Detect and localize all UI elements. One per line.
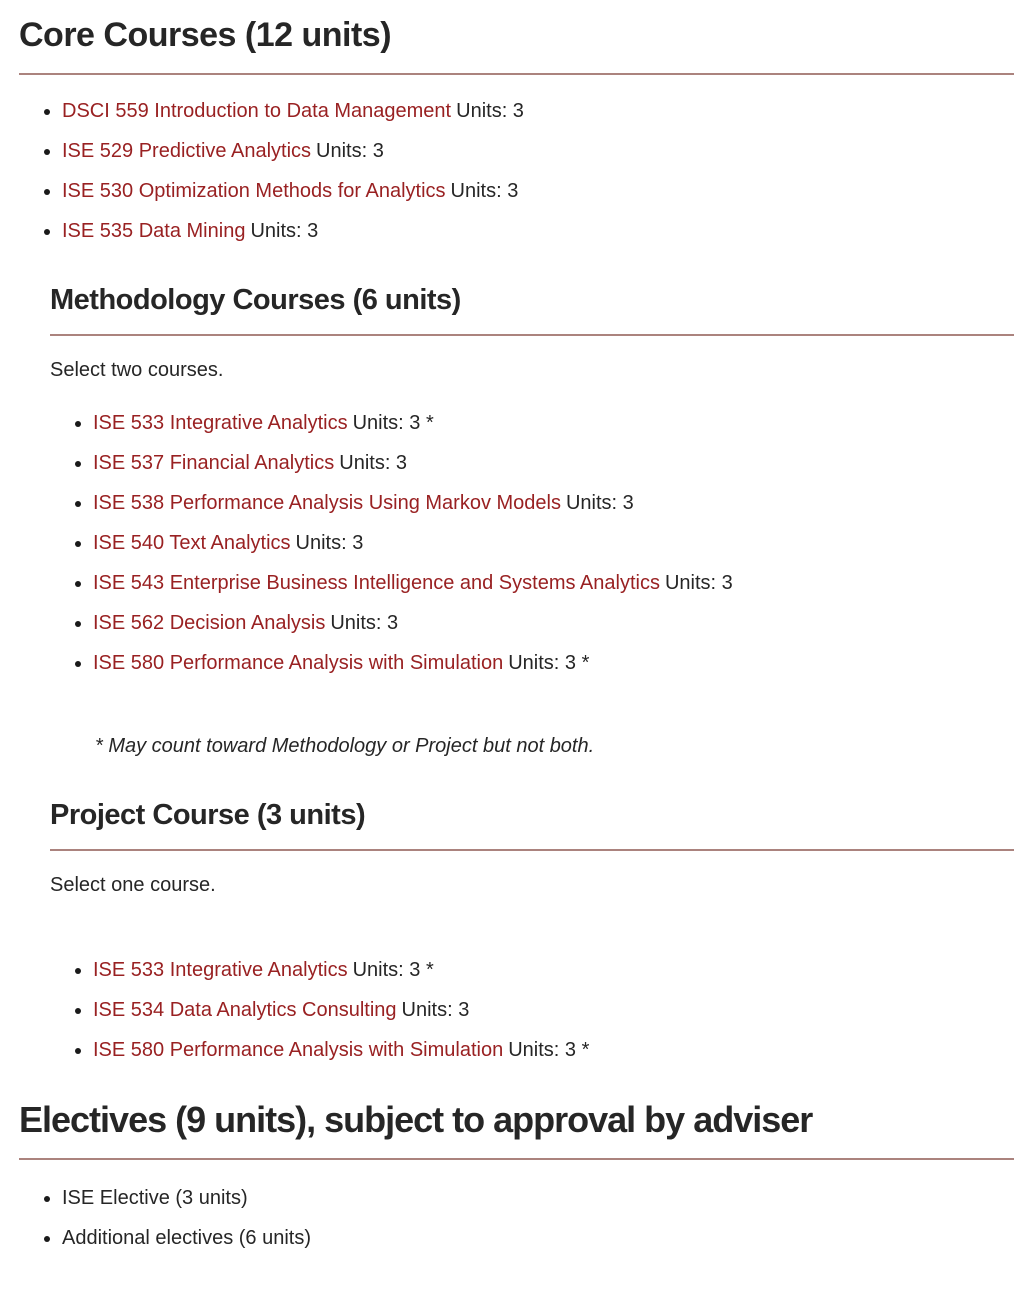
course-units: Units: 3 [450,179,519,202]
course-item [93,451,1014,476]
section-core-courses [19,14,1014,244]
core-courses-heading: Core Courses (12 units) [19,14,1014,75]
project-intro-text: Select one course. [50,874,216,896]
course-units: Units: 3 [565,491,634,514]
electives-heading: Electives (9 units), subject to approval by adviser [19,1097,1014,1160]
course-units: Units: 3 [401,999,470,1021]
course-units: Units: 3 [664,571,733,594]
electives-list [19,1186,1014,1251]
section-electives [19,1097,1014,1251]
course-item [93,531,1014,556]
course-link[interactable]: ISE 533 Integrative Analytics [93,959,348,981]
course-item [93,651,1014,676]
methodology-intro-text: Select two courses. [50,358,224,381]
course-item [93,491,1014,516]
course-item [93,611,1014,636]
course-units: Units: 3 * [508,651,590,674]
course-link[interactable]: ISE 534 Data Analytics Consulting [93,999,397,1021]
course-units: Units: 3 [339,451,408,474]
course-units: Units: 3 * [352,411,434,434]
course-item [93,998,1014,1023]
course-units: Units: 3 [250,219,319,242]
section-project-course [50,797,1014,1063]
course-link[interactable]: ISE 543 Enterprise Business Intelligence and Systems Analytics [93,571,660,594]
section-methodology-courses [50,282,1014,759]
course-link[interactable]: ISE 580 Performance Analysis with Simulation [93,1039,504,1061]
methodology-courses-heading: Methodology Courses (6 units) [50,282,1014,336]
course-link[interactable]: ISE 562 Decision Analysis [93,611,326,634]
elective-item [62,1226,1014,1251]
course-units: Units: 3 * [508,1039,590,1061]
course-units: Units: 3 [456,99,524,122]
course-item [62,179,1014,204]
course-item [93,958,1014,983]
course-link[interactable]: ISE 538 Performance Analysis Using Markov Models [93,491,561,514]
core-courses-list [19,99,1014,244]
course-link[interactable]: ISE 537 Financial Analytics [93,451,335,474]
course-units: Units: 3 * [352,959,434,981]
course-units: Units: 3 [330,611,399,634]
course-link[interactable]: ISE 529 Predictive Analytics [62,139,312,162]
course-item [93,571,1014,596]
course-item [93,1038,1014,1063]
course-units: Units: 3 [316,139,384,162]
project-course-heading: Project Course (3 units) [50,797,1014,851]
elective-item [62,1186,1014,1211]
course-link[interactable]: ISE 533 Integrative Analytics [93,411,348,434]
course-link[interactable]: ISE 530 Optimization Methods for Analytics [62,179,446,202]
course-link[interactable]: DSCI 559 Introduction to Data Management [62,99,452,122]
course-link[interactable]: ISE 535 Data Mining [62,219,246,242]
course-item [62,139,1014,164]
course-item [93,411,1014,436]
course-link[interactable]: ISE 540 Text Analytics [93,531,291,554]
course-link[interactable]: ISE 580 Performance Analysis with Simulation [93,651,504,674]
course-units: Units: 3 [295,531,364,554]
course-item [62,219,1014,244]
elective-text: Additional electives (6 units) [62,1227,312,1249]
methodology-footnote: * May count toward Methodology or Project but not both. [95,734,595,757]
project-courses-list [50,958,1014,1063]
course-item [62,99,1014,124]
methodology-courses-list [50,411,1014,676]
elective-text: ISE Elective (3 units) [62,1187,248,1209]
